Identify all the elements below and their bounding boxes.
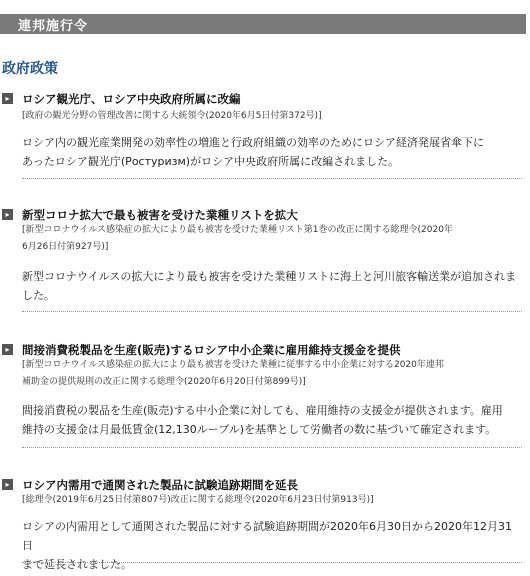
news-item-body-line: 間接消費税の製品を生産(販売)する中小企業に対しても、雇用維持の支援金が提供されます。雇用 [22,404,503,417]
news-item-reference-line: [新型コロナウイルス感染症の拡大により最も被害を受けた業種リスト第1巻の改正に関する総理令(2020年 [22,225,453,235]
news-item-body-line: 維持の支援金は月最低賃金(12,130ルーブル)を基準として労働者の数に基づいて確定されます。 [22,423,497,436]
news-item-body [22,517,522,574]
divider [22,311,522,312]
news-item-reference: [総理令(2019年6月25日付第807号)改正に関する総理令(2020年6月23日付第913号)] [22,495,374,505]
divider [22,178,522,179]
divider [22,447,522,448]
subsection-title: 政府政策 [2,61,58,77]
bullet-arrow-icon: ▸ [2,479,13,490]
news-item-body-line: ロシアの内需用として通関された製品に対する試験追跡期間が2020年6月30日から2020年12月31日 [22,520,512,552]
bullet-arrow-icon: ▸ [2,209,13,220]
news-item-body [22,133,522,171]
news-item-reference-line: [新型コロナウイルス感染症の拡大により最も被害を受けた業種に従事する中小企業に対する2020年連邦 [22,360,444,370]
news-item-reference-line: 補助金の提供規則の改正に関する総理令(2020年6月20日付第899号)] [22,377,306,387]
news-item-reference [22,357,522,391]
section-header-bar [0,14,526,34]
bullet-arrow-icon: ▸ [2,93,13,104]
news-item-reference: [政府の観光分野の管理改善に関する大統領令(2020年6月5日付第372号)] [22,111,322,121]
news-item-title[interactable]: 新型コロナ拡大で最も被害を受けた業種リストを拡大 [22,208,298,222]
news-item-title[interactable]: 間接消費税製品を生産(販売)するロシア中小企業に雇用維持支援金を提供 [22,343,401,357]
news-item-body-line: まで延長されました。 [22,558,132,571]
news-item-body-line: した。 [22,289,55,302]
news-item-reference [22,222,522,256]
news-item-body-line: ロシア内の観光産業開発の効率性の増進と行政府組織の効率のためにロシア経済発展省傘下に [22,136,484,149]
section-header-label: 連邦施行令 [18,19,89,34]
divider [22,562,522,563]
news-item-body [22,401,522,439]
bullet-arrow-icon: ▸ [2,344,13,355]
news-item-body [22,267,522,305]
news-item-title[interactable]: ロシア観光庁、ロシア中央政府所属に改編 [22,92,241,106]
news-item-body-line: 新型コロナウイルスの拡大により最も被害を受けた業種リストに海上と河川旅客輸送業が追加されま [22,270,517,283]
news-item-title[interactable]: ロシア内需用で通関された製品に試験追跡期間を延長 [22,478,298,492]
news-item-body-line: あったロシア観光庁(Ростуризм)がロシア中央政府所属に改編されました。 [22,155,400,168]
news-item-reference-line: 6月26日付第927号)] [22,242,109,252]
